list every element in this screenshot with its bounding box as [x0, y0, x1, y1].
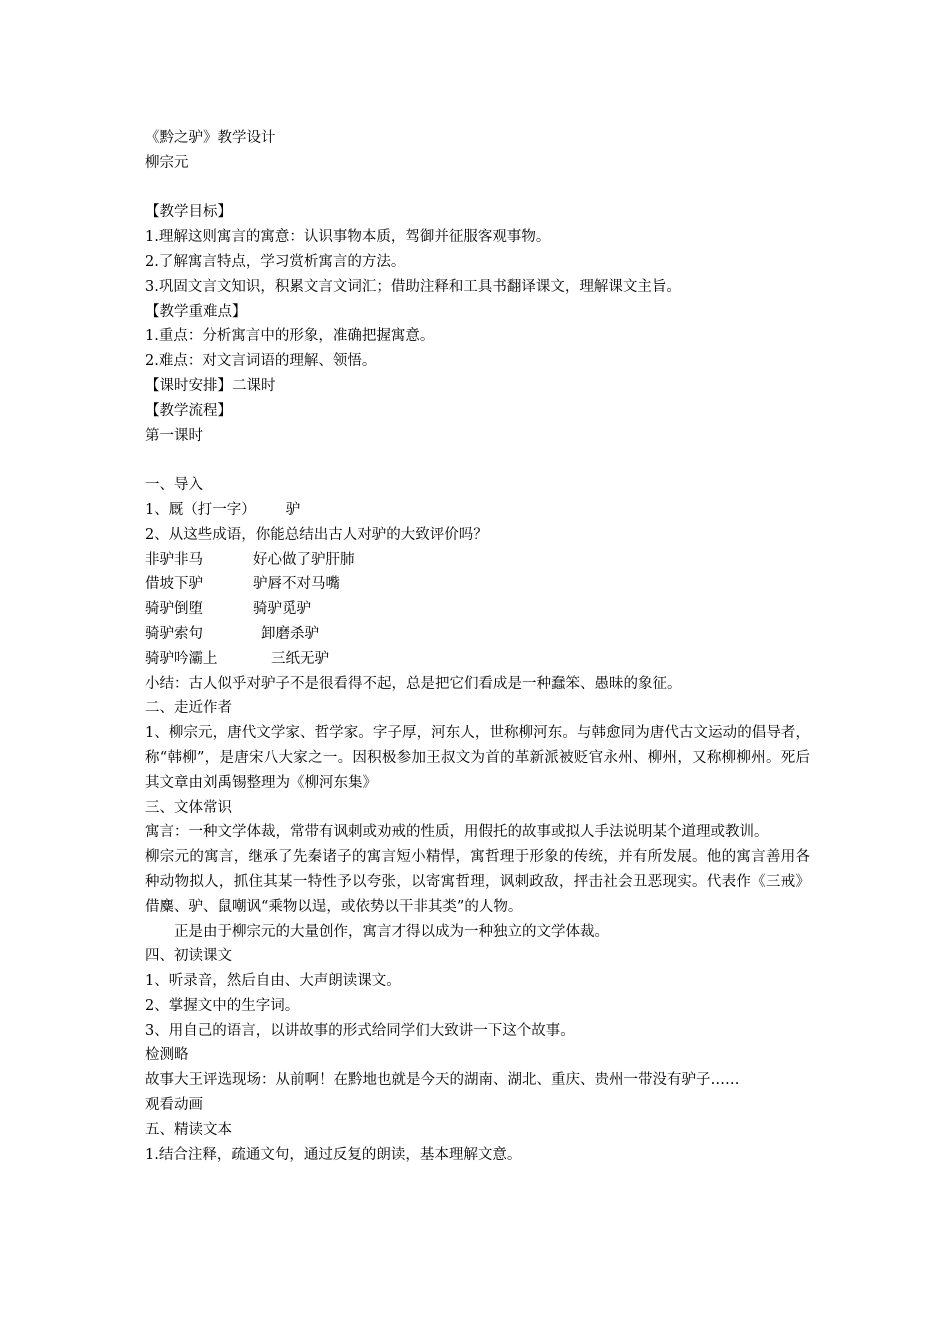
idiom-left: 骑驴吟灞上 — [145, 650, 218, 667]
author-paragraph: 1、柳宗元，唐代文学家、哲学家。字子厚，河东人，世称柳河东。与韩愈同为唐代古文运动的倡导者，称“韩柳”，是唐宋八大家之一。因积极参加王叔文为首的革新派被贬官永州、柳州，又称柳柳州。死后其文章由刘禹锡整理为《柳河东集》 — [145, 725, 810, 791]
key-point: 1.重点：分析寓言中的形象，准确把握寓意。 — [145, 328, 435, 345]
blank-line — [145, 176, 810, 201]
idiom-left: 骑驴索句 — [145, 625, 203, 642]
idiom-row — [145, 572, 810, 597]
idiom-right: 骑驴觅驴 — [253, 601, 311, 618]
idiom-left: 借坡下驴 — [145, 576, 203, 593]
doc-title: 《黔之驴》教学设计 — [145, 130, 276, 146]
idiom-row — [145, 548, 810, 573]
key-point: 2.难点：对文言词语的理解、领悟。 — [145, 353, 377, 370]
riddle-line — [145, 498, 810, 523]
doc-author: 柳宗元 — [145, 154, 189, 171]
reading-item: 3、用自己的语言，以讲故事的形式给同学们大致讲一下这个故事。 — [145, 1022, 575, 1039]
animation-line: 观看动画 — [145, 1097, 203, 1114]
genre-paragraph: 寓言：一种文学体裁，常带有讽刺或劝戒的性质，用假托的故事或拟人手法说明某个道理或教训。 — [145, 824, 769, 841]
idiom-right: 三纸无驴 — [271, 650, 329, 667]
story-paragraph: 故事大王评选现场：从前啊！在黔地也就是今天的湖南、湖北、重庆、贵州一带没有驴子…… — [145, 1072, 740, 1089]
genre-paragraph: 柳宗元的寓言，继承了先秦诸子的寓言短小精悍，寓哲理于形象的传统，并有所发展。他的寓言善用各种动物拟人，抓住其某一特性予以夸张，以寄寓哲理，讽刺政敌，抨击社会丑恶现实。代表作《三戒》借麋、驴、鼠嘲讽“乘物以逞，或依势以干非其类”的人物。 — [145, 849, 810, 915]
section-heading: 一、导入 — [145, 477, 203, 494]
goal-item: 2.了解寓言特点，学习赏析寓言的方法。 — [145, 253, 406, 270]
idiom-right: 卸磨杀驴 — [261, 625, 319, 642]
idiom-row — [145, 622, 810, 647]
schedule: 【课时安排】二课时 — [145, 377, 276, 394]
summary-line: 小结：古人似乎对驴子不是很看得不起，总是把它们看成是一种蠢笨、愚昧的象征。 — [145, 675, 682, 692]
close-reading-item: 1.结合注释，疏通文句，通过反复的朗读，基本理解文意。 — [145, 1146, 522, 1163]
genre-paragraph: 正是由于柳宗元的大量创作，寓言才得以成为一种独立的文学体裁。 — [174, 923, 609, 940]
goal-item: 1.理解这则寓言的寓意：认识事物本质，驾御并征服客观事物。 — [145, 229, 551, 246]
idiom-right: 好心做了驴肝肺 — [253, 551, 355, 568]
goals-heading: 【教学目标】 — [145, 204, 232, 221]
idiom-row — [145, 647, 810, 672]
lesson-label: 第一课时 — [145, 427, 203, 444]
reading-item: 1、听录音，然后自由、大声朗读课文。 — [145, 973, 401, 990]
riddle-question: 1、厩（打一字） — [145, 501, 256, 518]
check-line: 检测略 — [145, 1047, 189, 1064]
document-page — [145, 126, 810, 1167]
goal-item: 3.巩固文言文知识，积累文言文词汇；借助注释和工具书翻译课文，理解课文主旨。 — [145, 278, 681, 295]
section-heading: 四、初读课文 — [145, 948, 232, 965]
section-heading: 二、走近作者 — [145, 700, 232, 717]
section-heading: 五、精读文本 — [145, 1121, 232, 1138]
idiom-row — [145, 597, 810, 622]
reading-item: 2、掌握文中的生字词。 — [145, 997, 300, 1014]
idiom-left: 非驴非马 — [145, 551, 203, 568]
blank-line — [145, 448, 810, 473]
flow-heading: 【教学流程】 — [145, 402, 232, 419]
idiom-right: 驴唇不对马嘴 — [253, 576, 340, 593]
key-heading: 【教学重难点】 — [145, 303, 247, 320]
riddle-answer: 驴 — [285, 501, 301, 518]
idiom-left: 骑驴倒堕 — [145, 601, 203, 618]
section-heading: 三、文体常识 — [145, 799, 232, 816]
question-line: 2、从这些成语，你能总结出古人对驴的大致评价吗？ — [145, 526, 488, 543]
